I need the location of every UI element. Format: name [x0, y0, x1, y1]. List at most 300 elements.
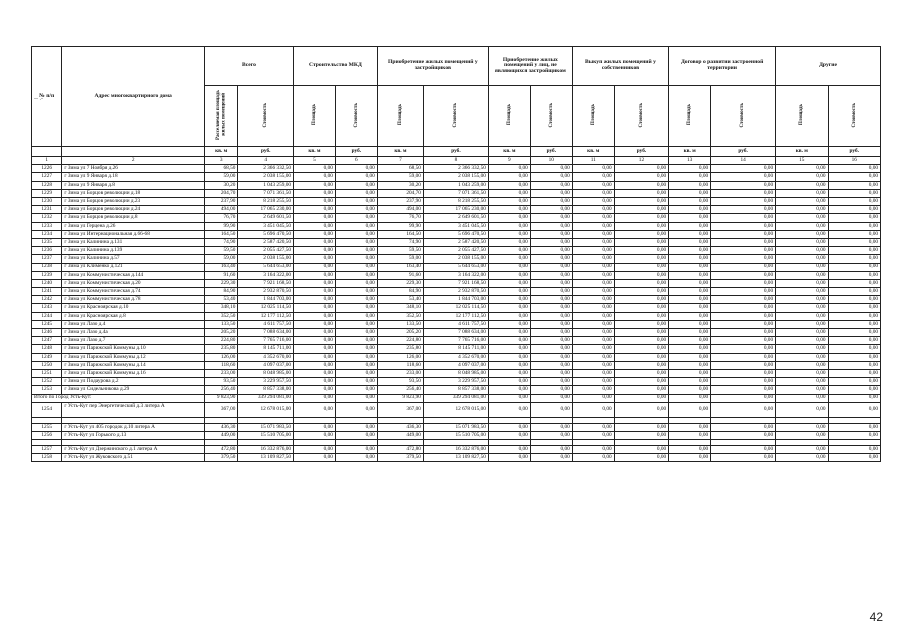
buyout-area: 0,00	[572, 181, 614, 189]
non-developer-area: 0,00	[488, 361, 530, 369]
construction-cost: 0,00	[335, 337, 377, 345]
buyout-area: 0,00	[572, 230, 614, 238]
row-number: 1240	[32, 279, 62, 287]
territory-area: 0,00	[669, 238, 711, 246]
row-number: 1241	[32, 288, 62, 296]
sub-header-label: Площадь	[506, 104, 512, 126]
row-address: г Зима ул 7 Ноября д.26	[62, 165, 205, 173]
table-row	[32, 431, 881, 439]
other-area: 0,00	[776, 312, 828, 320]
territory-cost: 0,00	[711, 304, 776, 312]
total-area: 204,70	[204, 189, 238, 197]
non-developer-cost: 0,00	[530, 181, 572, 189]
construction-cost: 0,00	[335, 214, 377, 222]
other-area: 0,00	[776, 337, 828, 345]
total-cost: 12 177 112,50	[238, 312, 294, 320]
non-developer-cost: 0,00	[530, 320, 572, 328]
row-number: 1246	[32, 329, 62, 337]
territory-area: 0,00	[669, 247, 711, 255]
buyout-area: 0,00	[572, 263, 614, 271]
table-row	[32, 271, 881, 279]
row-number: 1234	[32, 230, 62, 238]
row-address: г Зима ул Красноярская д.10	[62, 304, 205, 312]
construction-cost: 0,00	[335, 402, 377, 417]
territory-area: 0,00	[669, 189, 711, 197]
non-developer-cost: 0,00	[530, 222, 572, 230]
table-row	[32, 214, 881, 222]
total-cost: 2 038 155,00	[238, 255, 294, 263]
territory-area: 0,00	[669, 165, 711, 173]
buyout-cost: 0,00	[614, 312, 669, 320]
total-area: 84,90	[204, 288, 238, 296]
construction-cost: 0,00	[335, 247, 377, 255]
total-area: 233,00	[204, 369, 238, 377]
construction-area: 0,00	[294, 386, 336, 394]
sub-header-label: Стоимость	[638, 102, 644, 128]
buyout-cost: 0,00	[614, 222, 669, 230]
buyout-cost: 0,00	[614, 288, 669, 296]
territory-area: 0,00	[669, 431, 711, 439]
total-cost: 4 611 757,50	[238, 320, 294, 328]
territory-area: 0,00	[669, 337, 711, 345]
other-area: 0,00	[776, 198, 828, 206]
unit-area: кв. м	[572, 147, 614, 157]
total-cost: 3 451 045,50	[238, 222, 294, 230]
column-number: 5	[294, 157, 336, 165]
other-area: 0,00	[776, 320, 828, 328]
total-area: 59,00	[204, 255, 238, 263]
row-number: 1247	[32, 337, 62, 345]
group-buyout-owners: Выкуп жилых помещений у собственников	[572, 47, 668, 86]
territory-area: 0,00	[669, 345, 711, 353]
territory-area: 0,00	[669, 378, 711, 386]
developer-cost: 2 587 420,50	[423, 238, 488, 246]
other-cost: 0,00	[828, 454, 881, 462]
buyout-area: 0,00	[572, 198, 614, 206]
territory-cost: 0,00	[711, 337, 776, 345]
territory-area: 0,00	[669, 255, 711, 263]
buyout-area: 0,00	[572, 165, 614, 173]
territory-area: 0,00	[669, 320, 711, 328]
other-area: 0,00	[776, 222, 828, 230]
territory-cost: 0,00	[711, 181, 776, 189]
sub-header-label: Площадь	[687, 104, 693, 126]
buyout-cost: 0,00	[614, 189, 669, 197]
territory-area: 0,00	[669, 296, 711, 304]
row-number: 1243	[32, 304, 62, 312]
developer-area: 352,50	[377, 312, 423, 320]
total-cost: 7 765 716,00	[238, 337, 294, 345]
table-row	[32, 386, 881, 394]
territory-cost: 0,00	[711, 173, 776, 181]
row-address: г Зима ул 9 Января д.18	[62, 173, 205, 181]
sub-header-3-cost	[530, 86, 572, 147]
total-cost: 7 088 634,00	[238, 329, 294, 337]
other-area: 0,00	[776, 181, 828, 189]
total-area: 449,00	[204, 431, 238, 439]
total-area: 133,50	[204, 320, 238, 328]
other-cost: 0,00	[828, 279, 881, 287]
non-developer-cost: 0,00	[530, 454, 572, 462]
row-address: г Зима ул Парижской Коммуны д.12	[62, 353, 205, 361]
other-cost: 0,00	[828, 312, 881, 320]
total-cost: 2 932 870,50	[238, 288, 294, 296]
row-number: 1236	[32, 247, 62, 255]
unit-area: кв. м	[377, 147, 423, 157]
construction-cost: 0,00	[335, 165, 377, 173]
row-number: 1230	[32, 198, 62, 206]
sub-header-5-area	[669, 86, 711, 147]
non-developer-area: 0,00	[488, 214, 530, 222]
developer-area: 256,40	[377, 386, 423, 394]
group-purchase-non-developers: Приобретение жилых помещений у лиц, не являющихся застройщиком	[488, 47, 572, 86]
construction-area: 0,00	[294, 288, 336, 296]
developer-cost: 8 857 338,00	[423, 386, 488, 394]
row-address: г Усть-Кут ул Жуковского д.51	[62, 454, 205, 462]
developer-cost: 4 097 037,00	[423, 361, 488, 369]
developer-cost: 2 649 601,50	[423, 214, 488, 222]
developer-area: 91,60	[377, 271, 423, 279]
buyout-area: 0,00	[572, 329, 614, 337]
other-area: 0,00	[776, 271, 828, 279]
buyout-area: 0,00	[572, 386, 614, 394]
buyout-area: 0,00	[572, 378, 614, 386]
other-cost: 0,00	[828, 247, 881, 255]
non-developer-area: 0,00	[488, 329, 530, 337]
other-cost: 0,00	[828, 431, 881, 439]
other-cost: 0,00	[828, 320, 881, 328]
developer-cost: 2 038 155,00	[423, 255, 488, 263]
territory-area: 0,00	[669, 198, 711, 206]
group-total: Всего	[204, 47, 293, 86]
table-row	[32, 247, 881, 255]
non-developer-cost: 0,00	[530, 337, 572, 345]
territory-area: 0,00	[669, 263, 711, 271]
non-developer-area: 0,00	[488, 279, 530, 287]
non-developer-area: 0,00	[488, 230, 530, 238]
buyout-area: 0,00	[572, 402, 614, 417]
buyout-cost: 0,00	[614, 279, 669, 287]
developer-area: 348,10	[377, 304, 423, 312]
construction-cost: 0,00	[335, 423, 377, 431]
header-group-row	[32, 47, 881, 86]
construction-cost: 0,00	[335, 198, 377, 206]
row-address: г Зима ул Борцов революции д.18	[62, 189, 205, 197]
construction-area: 0,00	[294, 263, 336, 271]
sub-header-label: Площадь	[397, 104, 403, 126]
sub-header-label: Площадь	[311, 104, 317, 126]
buyout-area: 0,00	[572, 394, 614, 402]
non-developer-area: 0,00	[488, 431, 530, 439]
buyout-cost: 0,00	[614, 423, 669, 431]
total-area: 74,90	[204, 238, 238, 246]
construction-area: 0,00	[294, 454, 336, 462]
buyout-cost: 0,00	[614, 369, 669, 377]
row-number: 1231	[32, 206, 62, 214]
col-address-header: Адрес многоквартирного дома	[62, 47, 205, 147]
developer-area: 163,40	[377, 263, 423, 271]
territory-area: 0,00	[669, 361, 711, 369]
non-developer-cost: 0,00	[530, 312, 572, 320]
buyout-cost: 0,00	[614, 454, 669, 462]
sub-header-4-area	[572, 86, 614, 147]
total-label: Итого по Город Усть-Кут:	[32, 394, 205, 402]
territory-cost: 0,00	[711, 247, 776, 255]
territory-cost: 0,00	[711, 446, 776, 454]
other-cost: 0,00	[828, 304, 881, 312]
row-address: г Усть-Кут ул Дзержинского д.1 литера А	[62, 446, 205, 454]
other-area: 0,00	[776, 189, 828, 197]
other-area: 0,00	[776, 454, 828, 462]
construction-cost: 0,00	[335, 263, 377, 271]
buyout-cost: 0,00	[614, 304, 669, 312]
total-cost: 13 109 827,50	[238, 454, 294, 462]
sub-header-label: Стоимость	[548, 102, 554, 128]
total-cost: 12 678 015,00	[238, 402, 294, 417]
non-developer-area: 0,00	[488, 165, 530, 173]
buyout-cost: 0,00	[614, 386, 669, 394]
developer-cost: 15 510 705,00	[423, 431, 488, 439]
non-developer-cost: 0,00	[530, 402, 572, 417]
total-cost: 8 857 338,00	[238, 386, 294, 394]
construction-area: 0,00	[294, 431, 336, 439]
table-row	[32, 238, 881, 246]
developer-cost: 16 332 876,00	[423, 446, 488, 454]
table-row	[32, 446, 881, 454]
buyout-cost: 0,00	[614, 296, 669, 304]
construction-cost: 0,00	[335, 238, 377, 246]
row-number: 1245	[32, 320, 62, 328]
column-number: 16	[828, 157, 881, 165]
buyout-area: 0,00	[572, 173, 614, 181]
total-cost: 1 844 703,00	[238, 296, 294, 304]
other-cost: 0,00	[828, 230, 881, 238]
construction-area: 0,00	[294, 369, 336, 377]
buyout-cost: 0,00	[614, 238, 669, 246]
buyout-area: 0,00	[572, 304, 614, 312]
other-cost: 0,00	[828, 394, 881, 402]
developer-area: 235,80	[377, 345, 423, 353]
row-number: 1252	[32, 378, 62, 386]
non-developer-area: 0,00	[488, 173, 530, 181]
territory-area: 0,00	[669, 329, 711, 337]
row-address: г Зима ул Борцов революции д.24	[62, 206, 205, 214]
sub-header-label: Стоимость	[263, 102, 269, 128]
total-cost: 8 145 711,00	[238, 345, 294, 353]
construction-area: 0,00	[294, 402, 336, 417]
row-address: г Зима ул Лазо д.7	[62, 337, 205, 345]
other-cost: 0,00	[828, 446, 881, 454]
table-row	[32, 198, 881, 206]
territory-cost: 0,00	[711, 320, 776, 328]
table-row	[32, 255, 881, 263]
row-number: 1228	[32, 181, 62, 189]
column-number: 11	[572, 157, 614, 165]
construction-cost: 0,00	[335, 222, 377, 230]
construction-area: 0,00	[294, 206, 336, 214]
row-address: г Зима ул Лазо д.4	[62, 320, 205, 328]
territory-cost: 0,00	[711, 378, 776, 386]
construction-area: 0,00	[294, 337, 336, 345]
buyout-cost: 0,00	[614, 206, 669, 214]
total-area: 59,00	[204, 173, 238, 181]
total-cost: 8 218 255,50	[238, 198, 294, 206]
other-cost: 0,00	[828, 165, 881, 173]
developer-area: 449,00	[377, 431, 423, 439]
non-developer-cost: 0,00	[530, 214, 572, 222]
non-developer-area: 0,00	[488, 181, 530, 189]
territory-cost: 0,00	[711, 394, 776, 402]
non-developer-area: 0,00	[488, 189, 530, 197]
territory-cost: 0,00	[711, 238, 776, 246]
sub-header-4-cost	[614, 86, 669, 147]
non-developer-cost: 0,00	[530, 230, 572, 238]
row-number: 1235	[32, 238, 62, 246]
column-number: 2	[62, 157, 205, 165]
construction-area: 0,00	[294, 296, 336, 304]
table-row	[32, 337, 881, 345]
other-area: 0,00	[776, 394, 828, 402]
unit-blank	[32, 147, 62, 157]
buyout-area: 0,00	[572, 222, 614, 230]
territory-area: 0,00	[669, 446, 711, 454]
non-developer-cost: 0,00	[530, 446, 572, 454]
developer-cost: 2 055 427,50	[423, 247, 488, 255]
construction-cost: 0,00	[335, 369, 377, 377]
developer-cost: 12 025 114,50	[423, 304, 488, 312]
other-area: 0,00	[776, 345, 828, 353]
total-area: 126,00	[204, 353, 238, 361]
other-cost: 0,00	[828, 423, 881, 431]
non-developer-area: 0,00	[488, 206, 530, 214]
territory-cost: 0,00	[711, 230, 776, 238]
construction-area: 0,00	[294, 247, 336, 255]
total-area: 436,30	[204, 423, 238, 431]
total-cost: 339 294 081,00	[238, 394, 294, 402]
territory-cost: 0,00	[711, 198, 776, 206]
buyout-area: 0,00	[572, 296, 614, 304]
territory-area: 0,00	[669, 173, 711, 181]
developer-cost: 7 088 634,00	[423, 329, 488, 337]
territory-cost: 0,00	[711, 206, 776, 214]
other-area: 0,00	[776, 255, 828, 263]
territory-area: 0,00	[669, 279, 711, 287]
other-area: 0,00	[776, 369, 828, 377]
buyout-area: 0,00	[572, 369, 614, 377]
non-developer-cost: 0,00	[530, 361, 572, 369]
other-area: 0,00	[776, 230, 828, 238]
buyout-cost: 0,00	[614, 247, 669, 255]
non-developer-area: 0,00	[488, 288, 530, 296]
other-area: 0,00	[776, 378, 828, 386]
row-number: 1258	[32, 454, 62, 462]
developer-cost: 3 451 045,50	[423, 222, 488, 230]
sub-header-0-cost	[238, 86, 294, 147]
total-area: 93,50	[204, 378, 238, 386]
buyout-cost: 0,00	[614, 361, 669, 369]
developer-area: 367,00	[377, 402, 423, 417]
group-purchase-developers: Приобретение жилых помещений у застройщиков	[377, 47, 488, 86]
total-cost: 4 097 037,00	[238, 361, 294, 369]
non-developer-area: 0,00	[488, 320, 530, 328]
resettlement-table-sheet	[31, 46, 881, 462]
buyout-cost: 0,00	[614, 198, 669, 206]
construction-area: 0,00	[294, 214, 336, 222]
buyout-cost: 0,00	[614, 173, 669, 181]
total-area: 379,50	[204, 454, 238, 462]
construction-area: 0,00	[294, 255, 336, 263]
unit-rub: руб.	[530, 147, 572, 157]
total-area: 205,20	[204, 329, 238, 337]
buyout-cost: 0,00	[614, 353, 669, 361]
total-area: 118,60	[204, 361, 238, 369]
row-number: 1232	[32, 214, 62, 222]
table-row	[32, 402, 881, 417]
sub-header-6-cost	[828, 86, 881, 147]
construction-area: 0,00	[294, 353, 336, 361]
buyout-area: 0,00	[572, 279, 614, 287]
buyout-cost: 0,00	[614, 214, 669, 222]
total-area: 76,70	[204, 214, 238, 222]
column-numbers-row	[32, 157, 881, 165]
other-area: 0,00	[776, 329, 828, 337]
table-row	[32, 189, 881, 197]
buyout-area: 0,00	[572, 214, 614, 222]
total-cost: 3 164 322,00	[238, 271, 294, 279]
non-developer-cost: 0,00	[530, 288, 572, 296]
developer-cost: 12 678 015,00	[423, 402, 488, 417]
construction-cost: 0,00	[335, 230, 377, 238]
total-cost: 4 352 670,00	[238, 353, 294, 361]
buyout-cost: 0,00	[614, 255, 669, 263]
territory-cost: 0,00	[711, 423, 776, 431]
non-developer-cost: 0,00	[530, 279, 572, 287]
other-area: 0,00	[776, 288, 828, 296]
other-area: 0,00	[776, 386, 828, 394]
column-number: 14	[711, 157, 776, 165]
non-developer-cost: 0,00	[530, 378, 572, 386]
table-row	[32, 206, 881, 214]
buyout-area: 0,00	[572, 247, 614, 255]
territory-area: 0,00	[669, 386, 711, 394]
construction-cost: 0,00	[335, 296, 377, 304]
other-area: 0,00	[776, 361, 828, 369]
total-cost: 1 043 259,00	[238, 181, 294, 189]
buyout-cost: 0,00	[614, 378, 669, 386]
other-cost: 0,00	[828, 238, 881, 246]
construction-cost: 0,00	[335, 454, 377, 462]
developer-area: 59,50	[377, 247, 423, 255]
table-row	[32, 361, 881, 369]
unit-area: кв. м	[294, 147, 336, 157]
buyout-area: 0,00	[572, 271, 614, 279]
construction-area: 0,00	[294, 446, 336, 454]
construction-area: 0,00	[294, 181, 336, 189]
developer-cost: 7 921 168,50	[423, 279, 488, 287]
developer-area: 93,50	[377, 378, 423, 386]
territory-area: 0,00	[669, 369, 711, 377]
row-number: 1253	[32, 386, 62, 394]
table-row	[32, 296, 881, 304]
row-address: г Зима ул Красноярская д.8	[62, 312, 205, 320]
total-cost: 7 921 168,50	[238, 279, 294, 287]
other-cost: 0,00	[828, 189, 881, 197]
row-number: 1257	[32, 446, 62, 454]
non-developer-cost: 0,00	[530, 296, 572, 304]
developer-area: 379,50	[377, 454, 423, 462]
row-address: г Зима ул Герцена д.26	[62, 222, 205, 230]
column-number: 8	[423, 157, 488, 165]
